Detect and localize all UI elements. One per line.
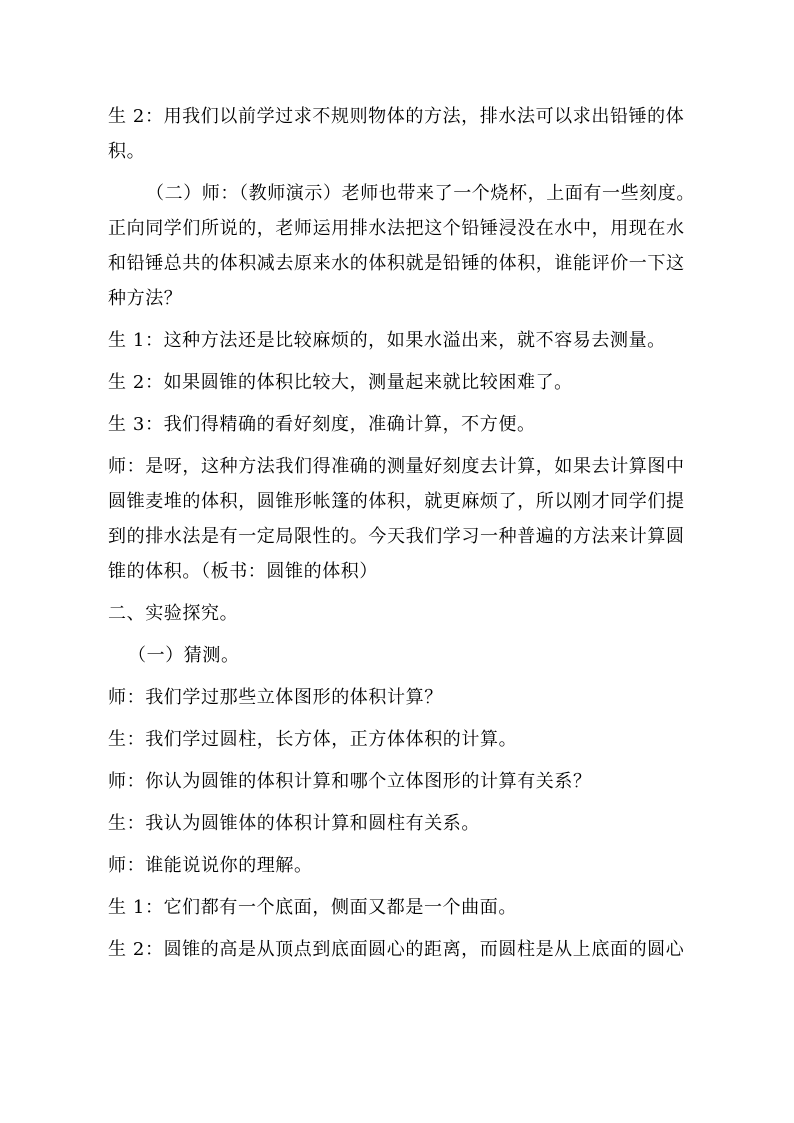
text-line: 圆锥麦堆的体积，圆锥形帐篷的体积，就更麻烦了，所以刚才同学们提 [108, 491, 685, 512]
text-line: 生 3：我们得精确的看好刻度，准确计算，不方便。 [108, 414, 536, 435]
text-line: 到的排水法是有一定局限性的。今天我们学习一种普遍的方法来计算圆 [108, 526, 685, 547]
paragraph [108, 176, 695, 211]
text-line: 生 1：它们都有一个底面，侧面又都是一个曲面。 [108, 897, 517, 918]
section-heading [108, 596, 690, 631]
document-body [108, 99, 695, 967]
paragraph [108, 99, 690, 169]
text-line: 师：是呀，这种方法我们得准确的测量好刻度去计算，如果去计算图中 [108, 456, 685, 477]
paragraph [108, 764, 690, 799]
text-line: 锥的体积。（板书：圆锥的体积） [108, 561, 378, 582]
text-line: 生 1：这种方法还是比较麻烦的，如果水溢出来，就不容易去测量。 [108, 330, 666, 351]
paragraph [108, 932, 690, 967]
paragraph [108, 365, 690, 400]
text-line: （二）师：（教师演示）老师也带来了一个烧杯，上面有一些刻度。 [146, 183, 695, 204]
text-line: 师：你认为圆锥的体积计算和哪个立体图形的计算有关系？ [108, 771, 592, 792]
paragraph [108, 449, 690, 589]
text-line: 生 2：如果圆锥的体积比较大，测量起来就比较困难了。 [108, 372, 573, 393]
text-line: 二、实验探究。 [108, 603, 239, 624]
text-line: 和铅锤总共的体积减去原来水的体积就是铅锤的体积，谁能评价一下这 [108, 253, 685, 274]
text-line: 生：我们学过圆柱，长方体，正方体体积的计算。 [108, 729, 518, 750]
text-line: （一）猜测。 [128, 645, 240, 666]
paragraph [108, 680, 690, 715]
paragraph [108, 407, 690, 442]
text-line: 师：谁能说说你的理解。 [108, 855, 313, 876]
paragraph [108, 211, 690, 316]
text-line: 生 2：圆锥的高是从顶点到底面圆心的距离，而圆柱是从上底面的圆心 [108, 939, 685, 960]
text-line: 生：我认为圆锥体的体积计算和圆柱有关系。 [108, 813, 480, 834]
text-line: 师：我们学过那些立体图形的体积计算？ [108, 687, 443, 708]
text-line: 生 2：用我们以前学过求不规则物体的方法，排水法可以求出铅锤的体 [108, 106, 685, 127]
text-line: 积。 [108, 141, 146, 162]
subsection-heading [108, 638, 690, 673]
paragraph [108, 323, 690, 358]
paragraph [108, 848, 690, 883]
paragraph [108, 722, 690, 757]
paragraph [108, 806, 690, 841]
text-line: 种方法？ [108, 288, 183, 309]
paragraph [108, 890, 690, 925]
text-line: 正向同学们所说的，老师运用排水法把这个铅锤浸没在水中，用现在水 [108, 218, 685, 239]
